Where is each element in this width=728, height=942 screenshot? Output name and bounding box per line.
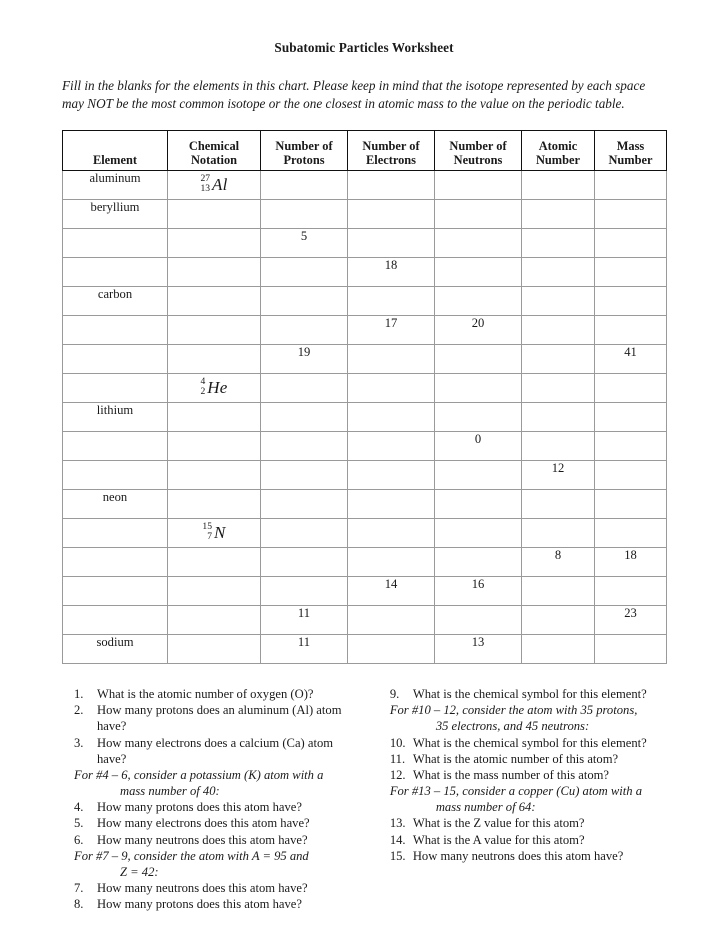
cell-neutrons[interactable] (435, 200, 522, 229)
question-text: What is the mass number of this atom? (412, 767, 610, 782)
question-text: What is the A value for this atom? (412, 832, 585, 847)
cell-element[interactable] (63, 548, 168, 577)
cell-electrons[interactable] (348, 287, 435, 316)
cell-atomic-number[interactable] (522, 316, 595, 345)
table-row (63, 200, 667, 229)
column-header-mass-number (595, 131, 667, 171)
note-line2: 35 electrons, and 45 neutrons: (435, 719, 590, 734)
question-number: 2. (74, 703, 84, 718)
cell-element[interactable] (63, 345, 168, 374)
question-text: How many electrons does a calcium (Ca) atom have? (97, 735, 334, 766)
cell-electrons[interactable] (348, 635, 435, 664)
column-header-line2: Element (92, 153, 138, 168)
cell-atomic-number[interactable]: 8 (522, 548, 595, 577)
isotope-numbers (200, 174, 210, 195)
table-row (63, 635, 667, 664)
cell-protons[interactable]: 11 (261, 635, 348, 664)
note-line1: For #13 – 15, consider a copper (Cu) atom with a (389, 784, 643, 799)
cell-neutrons[interactable] (435, 229, 522, 258)
question-number: 11. (389, 751, 406, 766)
cell-element[interactable] (63, 374, 168, 403)
cell-protons[interactable] (261, 519, 348, 548)
table-row (63, 519, 667, 548)
cell-protons[interactable] (261, 461, 348, 490)
question-number: 9. (389, 687, 400, 702)
note-line2: Z = 42: (120, 864, 159, 879)
cell-chemical-notation[interactable] (168, 606, 261, 635)
instructions-paragraph: Fill in the blanks for the elements in this chart. Please keep in mind that the isotope represented by each space may NOT be the most common isotope or the one closest in atomic mass to the value on the periodic table. (62, 78, 646, 111)
cell-element[interactable] (63, 519, 168, 548)
cell-element[interactable]: carbon (63, 287, 168, 316)
cell-element[interactable] (63, 432, 168, 461)
question-text: How many neutrons does this atom have? (412, 848, 624, 863)
cell-mass-number[interactable] (595, 287, 667, 316)
cell-electrons[interactable] (348, 345, 435, 374)
question-text: What is the atomic number of this atom? (412, 751, 619, 766)
table-header (63, 131, 667, 171)
question-number: 14. (389, 832, 406, 847)
cell-atomic-number[interactable] (522, 374, 595, 403)
cell-electrons[interactable] (348, 374, 435, 403)
column-header-line1: Atomic (538, 138, 578, 153)
cell-element[interactable] (63, 461, 168, 490)
cell-electrons[interactable]: 17 (348, 316, 435, 345)
cell-atomic-number[interactable] (522, 432, 595, 461)
cell-protons[interactable] (261, 374, 348, 403)
cell-electrons[interactable] (348, 432, 435, 461)
cell-protons[interactable] (261, 316, 348, 345)
column-header-chemical-notation (168, 131, 261, 171)
isotope-numbers (202, 522, 212, 543)
cell-mass-number[interactable] (595, 229, 667, 258)
question-text: How many protons does this atom have? (97, 800, 302, 815)
cell-element[interactable] (63, 316, 168, 345)
cell-chemical-notation[interactable] (168, 403, 261, 432)
subatomic-particles-table (62, 130, 667, 664)
question-item (74, 815, 360, 831)
question-item (390, 832, 662, 848)
table-row (63, 229, 667, 258)
isotope-symbol: N (214, 522, 226, 542)
cell-electrons[interactable] (348, 490, 435, 519)
cell-element[interactable]: beryllium (63, 200, 168, 229)
question-item (74, 832, 360, 848)
cell-neutrons[interactable] (435, 548, 522, 577)
cell-mass-number[interactable]: 23 (595, 606, 667, 635)
question-number: 10. (389, 735, 406, 750)
cell-neutrons[interactable]: 16 (435, 577, 522, 606)
table-row (63, 258, 667, 287)
cell-atomic-number[interactable] (522, 403, 595, 432)
cell-atomic-number[interactable] (522, 490, 595, 519)
cell-mass-number[interactable] (595, 519, 667, 548)
table-row (63, 403, 667, 432)
cell-atomic-number[interactable] (522, 200, 595, 229)
column-header-line2: Electrons (365, 153, 417, 168)
note-line1: For #4 – 6, consider a potassium (K) atom with a (74, 767, 324, 782)
cell-atomic-number[interactable] (522, 171, 595, 200)
column-header-element (63, 131, 168, 171)
question-text: What is the chemical symbol for this element? (412, 735, 647, 750)
table-row (63, 171, 667, 200)
cell-neutrons[interactable] (435, 374, 522, 403)
question-item (74, 735, 360, 767)
question-number: 3. (74, 735, 84, 750)
question-number: 1. (74, 687, 84, 702)
cell-protons[interactable]: 11 (261, 606, 348, 635)
cell-electrons[interactable] (348, 229, 435, 258)
cell-chemical-notation[interactable] (168, 229, 261, 258)
column-header-number-of-electrons (348, 131, 435, 171)
cell-neutrons[interactable] (435, 171, 522, 200)
cell-neutrons[interactable] (435, 519, 522, 548)
question-item (74, 702, 360, 734)
cell-neutrons[interactable] (435, 345, 522, 374)
cell-element[interactable]: sodium (63, 635, 168, 664)
question-number: 8. (74, 897, 84, 912)
cell-chemical-notation[interactable] (168, 316, 261, 345)
cell-mass-number[interactable] (595, 490, 667, 519)
cell-chemical-notation[interactable] (168, 432, 261, 461)
column-header-line2: Neutrons (453, 153, 503, 168)
question-number: 5. (74, 816, 84, 831)
question-group-note (74, 848, 360, 880)
column-header-number-of-neutrons (435, 131, 522, 171)
cell-electrons[interactable] (348, 200, 435, 229)
question-item (74, 799, 360, 815)
table-row (63, 490, 667, 519)
question-number: 7. (74, 881, 84, 896)
question-text: How many electrons does this atom have? (97, 816, 310, 831)
cell-mass-number[interactable] (595, 258, 667, 287)
cell-protons[interactable]: 5 (261, 229, 348, 258)
cell-neutrons[interactable] (435, 606, 522, 635)
cell-element[interactable]: aluminum (63, 171, 168, 200)
note-line1: For #7 – 9, consider the atom with A = 95 and (74, 848, 309, 863)
cell-element[interactable] (63, 229, 168, 258)
question-text: How many neutrons does this atom have? (97, 832, 308, 847)
isotope-atomic-number: 13 (200, 183, 211, 195)
column-header-line1: Number of (449, 138, 507, 153)
table-row (63, 577, 667, 606)
cell-protons[interactable] (261, 490, 348, 519)
cell-chemical-notation[interactable] (168, 258, 261, 287)
question-text: How many neutrons does this atom have? (97, 881, 308, 896)
column-header-line1: Mass (616, 138, 645, 153)
question-item (390, 751, 662, 767)
questions-section (62, 664, 666, 912)
cell-chemical-notation[interactable] (168, 200, 261, 229)
table-row (63, 374, 667, 403)
question-number: 6. (74, 832, 84, 847)
table-header-row (63, 131, 667, 171)
cell-electrons[interactable] (348, 403, 435, 432)
question-item (390, 686, 662, 702)
note-line1: For #10 – 12, consider the atom with 35 protons, (389, 703, 638, 718)
page-title: Subatomic Particles Worksheet (274, 40, 454, 55)
cell-neutrons[interactable]: 13 (435, 635, 522, 664)
cell-chemical-notation[interactable] (168, 345, 261, 374)
isotope-symbol: He (207, 377, 228, 397)
chart-container (62, 112, 666, 664)
question-item (74, 896, 360, 912)
cell-chemical-notation[interactable] (168, 374, 261, 403)
cell-chemical-notation[interactable] (168, 519, 261, 548)
cell-mass-number[interactable] (595, 171, 667, 200)
questions-column-left (74, 686, 360, 912)
question-number: 4. (74, 800, 84, 815)
cell-electrons[interactable]: 14 (348, 577, 435, 606)
question-number: 15. (389, 848, 406, 863)
question-text: What is the Z value for this atom? (412, 816, 585, 831)
cell-electrons[interactable] (348, 171, 435, 200)
cell-chemical-notation[interactable] (168, 635, 261, 664)
cell-atomic-number[interactable] (522, 345, 595, 374)
question-group-note (74, 767, 360, 799)
question-item (74, 880, 360, 896)
questions-column-right (376, 686, 662, 912)
cell-protons[interactable] (261, 200, 348, 229)
cell-mass-number[interactable] (595, 635, 667, 664)
table-row (63, 432, 667, 461)
cell-element[interactable]: neon (63, 490, 168, 519)
cell-mass-number[interactable] (595, 200, 667, 229)
cell-electrons[interactable]: 18 (348, 258, 435, 287)
isotope-notation (200, 174, 227, 195)
question-group-note (390, 783, 662, 815)
cell-electrons[interactable] (348, 548, 435, 577)
isotope-mass-number: 4 (200, 376, 206, 388)
question-text: What is the chemical symbol for this element? (412, 687, 647, 702)
cell-atomic-number[interactable] (522, 258, 595, 287)
table-row (63, 345, 667, 374)
question-group-note (390, 702, 662, 734)
column-header-line2: Protons (283, 153, 325, 168)
note-line2: mass number of 64: (435, 800, 536, 815)
note-line2: mass number of 40: (120, 784, 220, 799)
cell-neutrons[interactable] (435, 258, 522, 287)
column-header-line2: Notation (190, 153, 238, 168)
cell-protons[interactable] (261, 548, 348, 577)
cell-mass-number[interactable] (595, 374, 667, 403)
cell-protons[interactable] (261, 258, 348, 287)
isotope-atomic-number: 7 (207, 531, 213, 543)
cell-protons[interactable] (261, 171, 348, 200)
cell-protons[interactable]: 19 (261, 345, 348, 374)
isotope-symbol: Al (212, 174, 228, 194)
column-header-number-of-protons (261, 131, 348, 171)
column-header-line2: Number (535, 153, 581, 168)
cell-atomic-number[interactable]: 12 (522, 461, 595, 490)
table-row (63, 548, 667, 577)
cell-neutrons[interactable] (435, 403, 522, 432)
cell-mass-number[interactable]: 18 (595, 548, 667, 577)
cell-atomic-number[interactable] (522, 635, 595, 664)
cell-protons[interactable] (261, 287, 348, 316)
cell-neutrons[interactable] (435, 461, 522, 490)
cell-electrons[interactable] (348, 461, 435, 490)
cell-element[interactable] (63, 577, 168, 606)
cell-chemical-notation[interactable] (168, 171, 261, 200)
question-item (390, 848, 662, 864)
cell-element[interactable] (63, 258, 168, 287)
cell-chemical-notation[interactable] (168, 287, 261, 316)
cell-mass-number[interactable]: 41 (595, 345, 667, 374)
question-text: How many protons does this atom have? (97, 897, 302, 912)
cell-neutrons[interactable] (435, 287, 522, 316)
cell-neutrons[interactable] (435, 490, 522, 519)
isotope-numbers (200, 377, 205, 398)
cell-mass-number[interactable] (595, 461, 667, 490)
question-number: 13. (389, 816, 406, 831)
column-header-line2: Number (608, 153, 653, 168)
cell-element[interactable]: lithium (63, 403, 168, 432)
table-row (63, 606, 667, 635)
cell-atomic-number[interactable] (522, 229, 595, 258)
isotope-mass-number: 15 (202, 521, 213, 533)
cell-atomic-number[interactable] (522, 519, 595, 548)
question-item (390, 767, 662, 783)
cell-electrons[interactable] (348, 606, 435, 635)
column-header-line1: Number of (362, 138, 420, 153)
question-item (390, 735, 662, 751)
cell-chemical-notation[interactable] (168, 577, 261, 606)
cell-protons[interactable] (261, 403, 348, 432)
column-header-atomic-number (522, 131, 595, 171)
cell-neutrons[interactable]: 0 (435, 432, 522, 461)
cell-electrons[interactable] (348, 519, 435, 548)
cell-element[interactable] (63, 606, 168, 635)
column-header-line1: Chemical (188, 138, 240, 153)
cell-protons[interactable] (261, 577, 348, 606)
cell-mass-number[interactable] (595, 577, 667, 606)
table-row (63, 287, 667, 316)
question-number: 12. (389, 767, 406, 782)
cell-chemical-notation[interactable] (168, 548, 261, 577)
isotope-notation (202, 522, 225, 543)
cell-atomic-number[interactable] (522, 577, 595, 606)
question-text: How many protons does an aluminum (Al) atom have? (97, 703, 342, 734)
table-row (63, 316, 667, 345)
cell-mass-number[interactable] (595, 316, 667, 345)
cell-atomic-number[interactable] (522, 287, 595, 316)
cell-chemical-notation[interactable] (168, 490, 261, 519)
cell-chemical-notation[interactable] (168, 461, 261, 490)
isotope-notation (200, 377, 227, 398)
cell-mass-number[interactable] (595, 403, 667, 432)
table-row (63, 461, 667, 490)
cell-neutrons[interactable]: 20 (435, 316, 522, 345)
isotope-mass-number: 27 (200, 173, 211, 185)
cell-protons[interactable] (261, 432, 348, 461)
question-item (74, 686, 360, 702)
cell-mass-number[interactable] (595, 432, 667, 461)
isotope-atomic-number: 2 (200, 386, 206, 398)
column-header-line1: Number of (275, 138, 333, 153)
cell-atomic-number[interactable] (522, 606, 595, 635)
question-item (390, 815, 662, 831)
table-body (63, 171, 667, 664)
question-text: What is the atomic number of oxygen (O)? (97, 687, 314, 702)
